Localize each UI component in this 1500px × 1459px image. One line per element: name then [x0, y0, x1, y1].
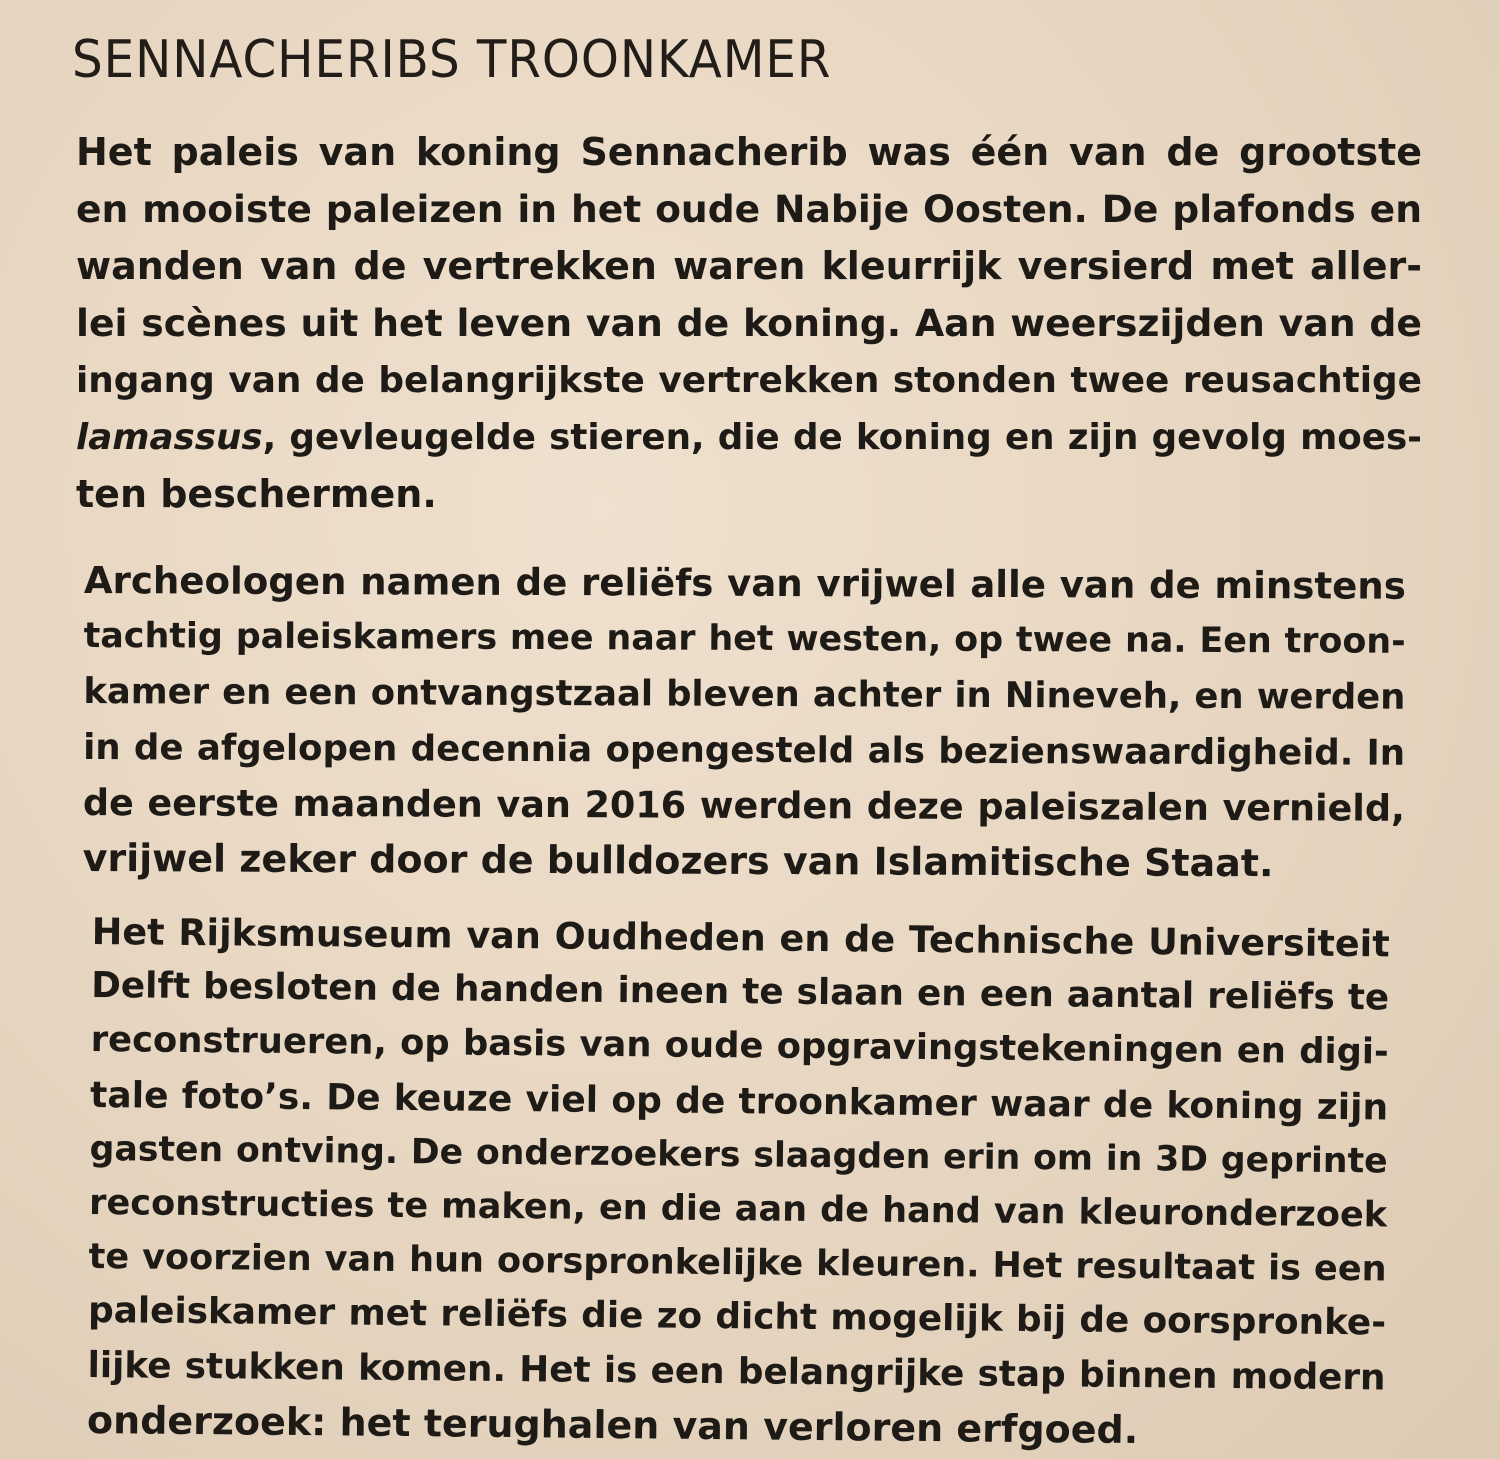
italic-term-suffix: ,	[262, 417, 290, 458]
paragraph-line: kamer en een ontvangstzaal bleven achter in Nineveh, en werden	[83, 670, 1406, 718]
paragraph-line-rest: gevleugelde stieren, die de koning en zijn gevolg moes-	[289, 417, 1422, 458]
paragraph-line: reconstrueren, op basis van oude opgravingstekeningen en digi-	[90, 1019, 1389, 1073]
paragraph-line: lei scènes uit het leven van de koning. Aan weerszijden van de	[76, 301, 1422, 345]
paragraph-line: de eerste maanden van 2016 werden deze paleiszalen vernield,	[82, 780, 1405, 830]
paragraph-line: onderzoek: het terughalen van verloren erfgoed.	[86, 1397, 1139, 1452]
paragraph-line: tachtig paleiskamers mee naar het westen, op twee na. Een troon-	[83, 615, 1406, 662]
paragraph-line: tale foto’s. De keuze viel op de troonkamer waar de koning zijn	[89, 1073, 1389, 1129]
paragraph-line: paleiskamer met reliëfs die zo dicht mogelijk bij de oorspronke-	[87, 1290, 1387, 1344]
paragraph-line: gasten ontving. De onderzoekers slaagden erin om in 3D geprinte	[89, 1128, 1388, 1182]
paragraph-line: ten beschermen.	[76, 472, 437, 516]
paragraph-line-with-italic	[76, 409, 1422, 466]
paragraph-line: en mooiste paleizen in het oude Nabije Oosten. De plafonds en	[76, 187, 1422, 231]
italic-term: lamassus	[76, 417, 263, 458]
paragraph-line: ingang van de belangrijkste vertrekken stonden twee reusachtige	[76, 360, 1422, 401]
paragraph-line: vrijwel zeker door de bulldozers van Islamitische Staat.	[82, 835, 1274, 885]
paragraph-line: in de afgelopen decennia opengesteld als bezienswaardigheid. In	[83, 726, 1406, 774]
paragraph-line: Het Rijksmuseum van Oudheden en de Technische Universiteit	[91, 909, 1390, 966]
paragraph-line: te voorzien van hun oorspronkelijke kleuren. Het resultaat is een	[88, 1236, 1387, 1290]
paragraph-line: Delft besloten de handen ineen te slaan en een aantal reliëfs te	[91, 965, 1390, 1019]
paragraph-2	[83, 553, 1406, 892]
paragraph-line: Archeologen namen de reliëfs van vrijwel alle van de minstens	[83, 558, 1406, 608]
paragraph-line: Het paleis van koning Sennacherib was één van de grootste	[76, 130, 1422, 174]
paragraph-3	[87, 905, 1390, 1459]
panel-title: SENNACHERIBS TROONKAMER	[72, 30, 832, 90]
paragraph-1	[76, 124, 1422, 523]
paragraph-line: lijke stukken komen. Het is een belangrijke stap binnen modern	[87, 1344, 1386, 1399]
paragraph-line: wanden van de vertrekken waren kleurrijk versierd met aller-	[76, 244, 1422, 288]
paragraph-line: reconstructies te maken, en die aan de hand van kleuronderzoek	[88, 1182, 1388, 1236]
